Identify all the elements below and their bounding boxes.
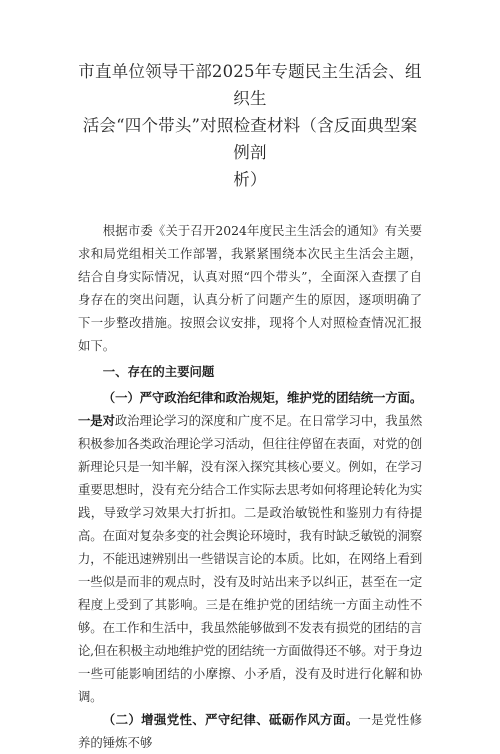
- item2-text: 一是党性修养的锤炼不够: [78, 712, 423, 750]
- item1-text: 政治理论学习的深度和广度不足。在日常学习中，我虽然积极参加各类政治理论学习活动，但往往停留在表面，对党的创新理论只是一知半解，没有深入探究其核心要义。例如，在学习重要思想时，没有充分结合工作实际去思考如何将理论转化为实践，导致学习效果大打折扣。二是政治敏锐性和鉴别力有待提高。在面对复杂多变的社会舆论环境时，我有时缺乏敏锐的洞察力，不能迅速辨别出一些错误言论的本质。比如，在网络上看到一些似是而非的观点时，没有及时站出来予以纠正，甚至在一定程度上受到了其影响。三是在维护党的团结统一方面主动性不够。在工作和生活中，我虽然能够做到不发表有损党的团结的言论,但在积极主动地维护党的团结统一方面做得还不够。对于身边一些可能影响团结的小摩擦、小矛盾，没有及时进行化解和协调。: [78, 413, 423, 704]
- item1-paragraph: [78, 386, 422, 708]
- section-heading: 一、存在的主要问题: [102, 364, 215, 379]
- title-line-1: 市直单位领导干部2025年专题民主生活会、组织生: [78, 62, 422, 108]
- title-line-3: 析）: [233, 170, 267, 189]
- item2-paragraph: [78, 708, 422, 754]
- item1-label: （一）严守政治纪律和政治规矩，维护党的团结统一方面。: [102, 390, 422, 405]
- document-title: [78, 58, 422, 193]
- document-body: [78, 219, 422, 754]
- item1-sublabel: 一是对: [78, 413, 115, 428]
- title-line-2: 活会“四个带头”对照检查材料（含反面典型案例剖: [82, 116, 418, 162]
- intro-paragraph: 根据市委《关于召开2024年度民主生活会的通知》有关要求和局党组相关工作部署，我紧紧围绕本次民主生活会主题，结合自身实际情况，认真对照“四个带头”，全面深入查摆了自身存在的突出问题，认真分析了问题产生的原因，逐项明确了下一步整改措施。按照会议安排，现将个人对照检查情况汇报如下。: [78, 223, 422, 353]
- item2-label: （二）增强党性、严守纪律、砥砺作风方面。: [102, 712, 359, 727]
